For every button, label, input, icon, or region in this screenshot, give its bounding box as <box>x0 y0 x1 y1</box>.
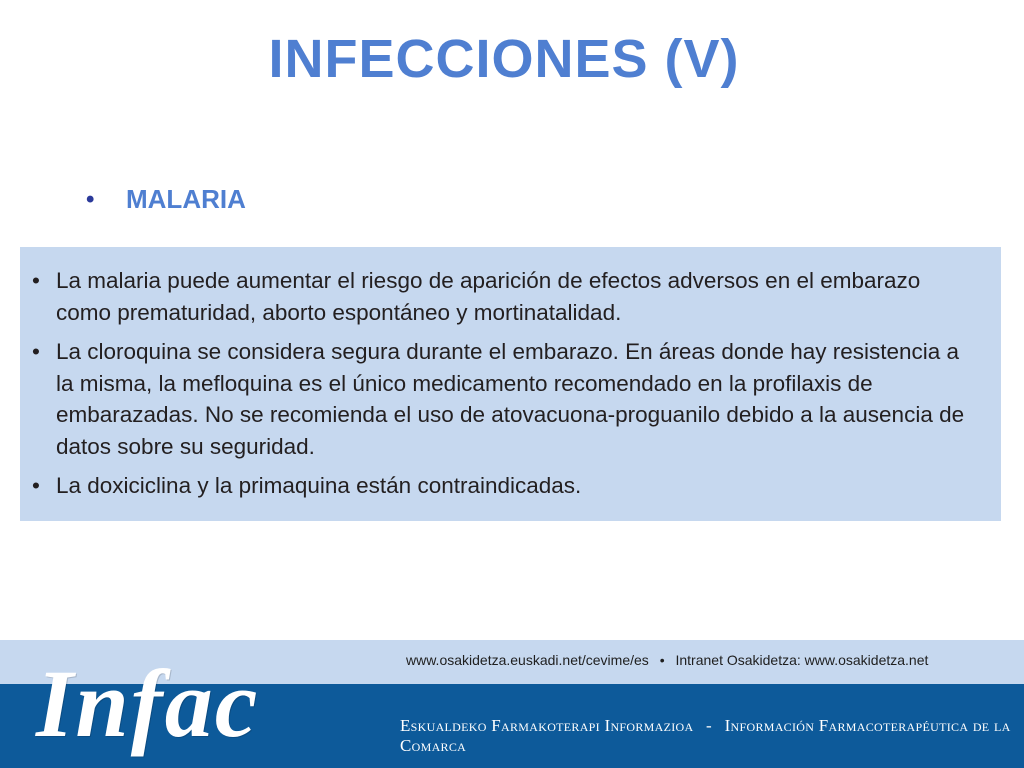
infac-logo: Infac <box>36 650 260 757</box>
footer-links <box>406 652 928 668</box>
intranet-link[interactable]: Intranet Osakidetza: www.osakidetza.net <box>675 652 929 668</box>
bullet-item: • La malaria puede aumentar el riesgo de aparición de efectos adversos en el embarazo como prematuridad, aborto espontáneo y mortinatalidad. <box>30 265 981 328</box>
tagline-separator: - <box>706 716 713 735</box>
footer-tagline <box>400 716 1024 756</box>
link-separator: • <box>659 652 665 668</box>
slide-title: INFECCIONES (V) <box>268 29 740 89</box>
bullet-list <box>30 265 981 502</box>
content-box <box>20 247 1001 521</box>
bullet-item: • La cloroquina se considera segura durante el embarazo. En áreas donde hay resistencia a la misma, la mefloquina es el único medicamento recomendado en la profilaxis de embarazadas. No se recomienda el uso de atovacuona-proguanilo debido a la ausencia de datos sobre su seguridad. <box>30 336 981 462</box>
cevime-link[interactable]: www.osakidetza.euskadi.net/cevime/es <box>406 652 649 668</box>
section-heading <box>86 184 246 215</box>
bullet-item: • La doxiciclina y la primaquina están contraindicadas. <box>30 470 981 502</box>
tagline-spanish: Información Farmacoterapéutica de la Comarca <box>400 716 1011 755</box>
section-label: MALARIA <box>126 184 246 214</box>
bullet-icon: • <box>86 185 95 213</box>
tagline-basque: Eskualdeko Farmakoterapi Informazioa <box>400 716 694 735</box>
